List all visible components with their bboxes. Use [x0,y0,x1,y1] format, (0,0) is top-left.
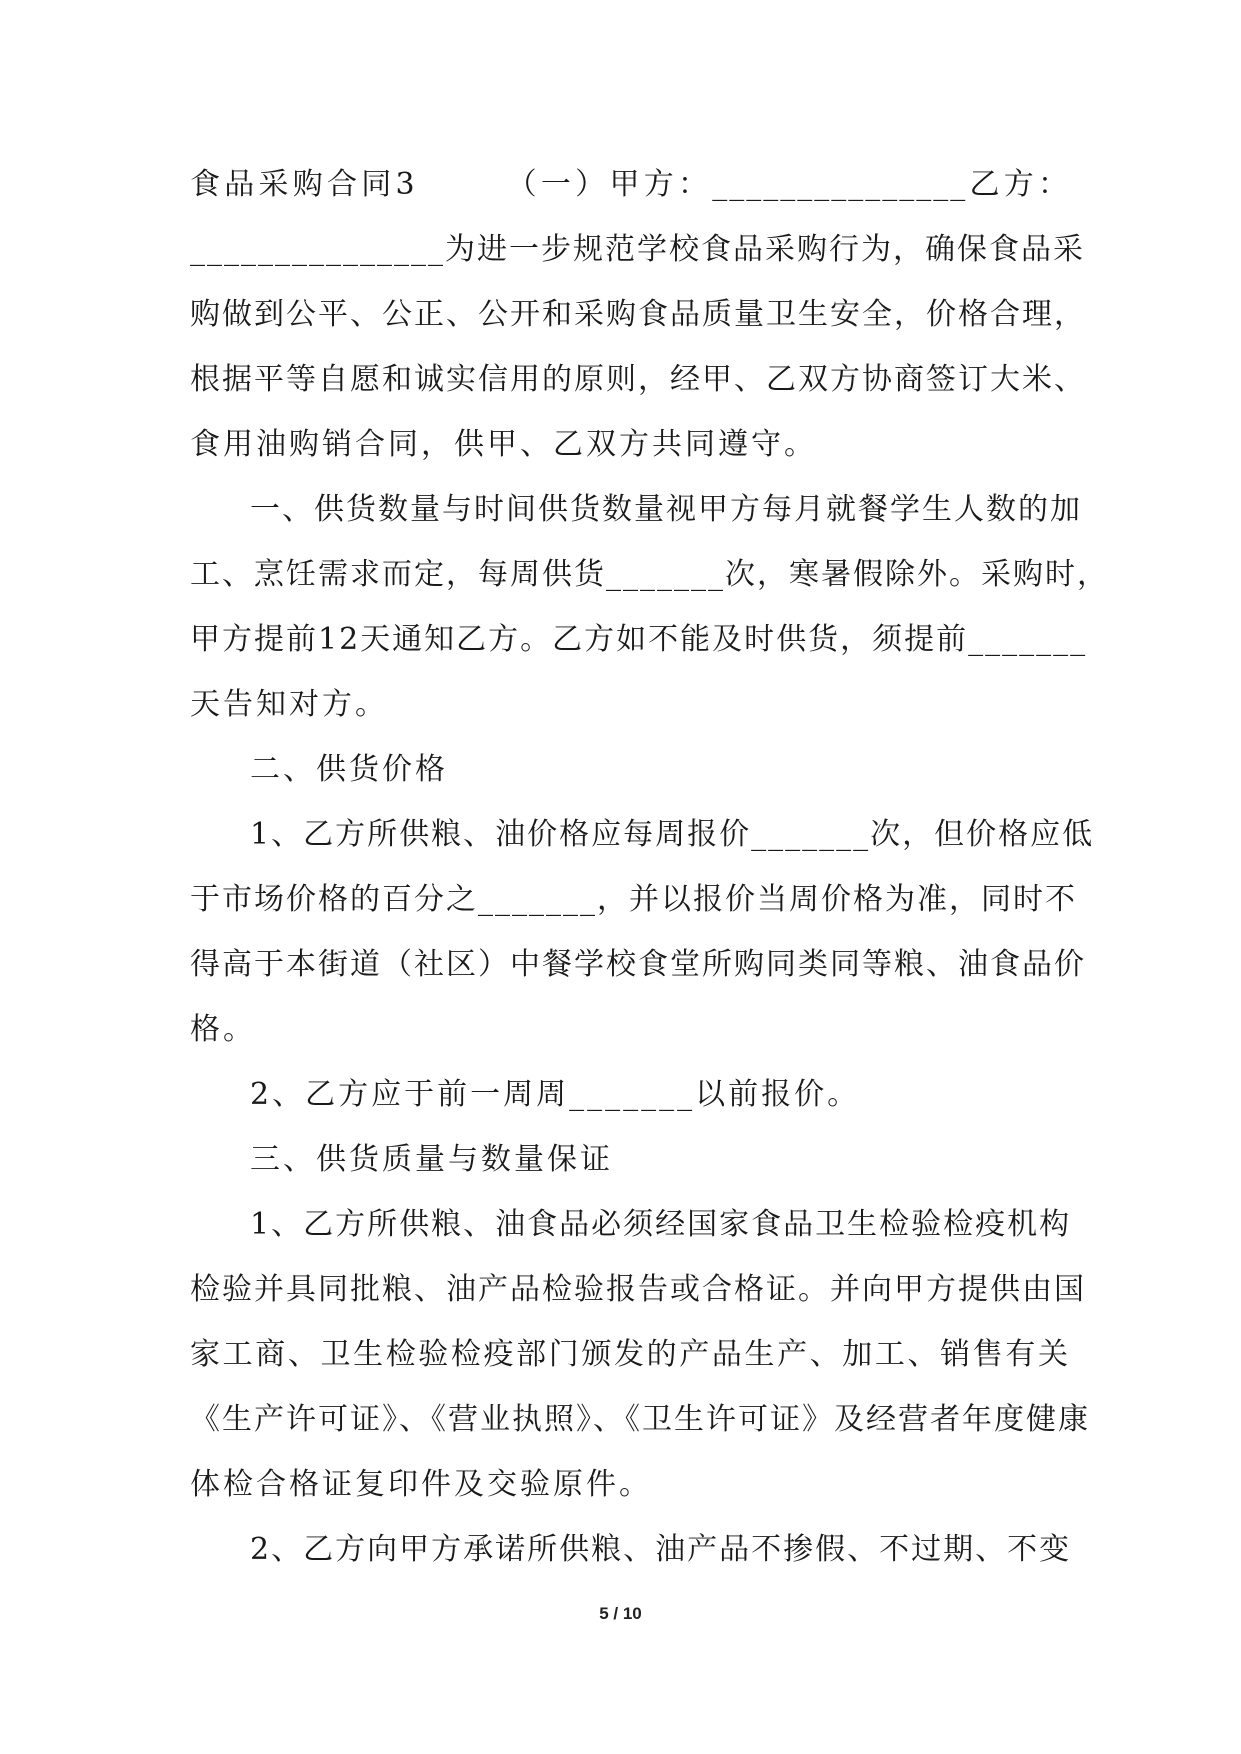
section-heading: 三、供货质量与数量保证 [250,1142,613,1177]
section-heading: 二、供货价格 [250,752,448,787]
text-line: 2、乙方应于前一周周_______以前报价。 [250,1077,861,1112]
text-line: 得高于本街道（社区）中餐学校食堂所购同类同等粮、油食品价 [190,947,1086,982]
document-body [190,152,1109,1582]
text-line: 甲方提前12天通知乙方。乙方如不能及时供货，须提前_______ [190,622,1088,657]
page-number: 5 / 10 [599,1604,642,1623]
text-line: 食用油购销合同，供甲、乙双方共同遵守。 [190,427,817,462]
text-line: 于市场价格的百分之_______，并以报价当周价格为准，同时不 [190,882,1077,917]
text-line: 体检合格证复印件及交验原件。 [190,1467,652,1502]
text-line: 一、供货数量与时间供货数量视甲方每月就餐学生人数的加 [250,492,1082,527]
text-line: 根据平等自愿和诚实信用的原则，经甲、乙双方协商签订大米、 [190,362,1086,397]
text-line: 工、烹饪需求而定，每周供货_______次，寒暑假除外。采购时， [190,557,1109,592]
text-line: _______________为进一步规范学校食品采购行为，确保食品采 [190,232,1085,267]
text-line: 格。 [190,1012,256,1047]
text-line: 天告知对方。 [190,687,388,722]
text-line: 1、乙方所供粮、油价格应每周报价_______次，但价格应低 [250,817,1095,852]
text-line: 家工商、卫生检验检疫部门颁发的产品生产、加工、销售有关 [190,1337,1070,1372]
text-line: 购做到公平、公正、公开和采购食品质量卫生安全，价格合理， [190,297,1086,332]
text-line: 食品采购合同3 （一）甲方：_______________乙方： [190,167,1070,202]
text-line: 《生产许可证》、《营业执照》、《卫生许可证》及经营者年度健康 [190,1402,1090,1437]
text-line: 1、乙方所供粮、油食品必须经国家食品卫生检验检疫机构 [250,1207,1072,1242]
text-line: 2、乙方向甲方承诺所供粮、油产品不掺假、不过期、不变 [250,1532,1072,1567]
text-line: 检验并具同批粮、油产品检验报告或合格证。并向甲方提供由国 [190,1272,1086,1307]
